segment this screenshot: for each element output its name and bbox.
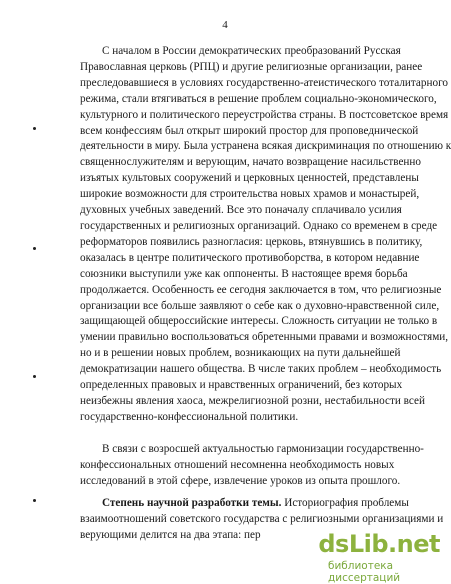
section-heading: Степень научной разработки темы. — [102, 496, 282, 509]
text-line: духовных учебных заведений. Все это поначалу сплачивало усилия — [80, 204, 402, 217]
text-line: демократизации нашего общества. В числе таких проблем – необходимость — [80, 363, 442, 376]
text-line: но и в решении новых проблем, возникающих на пути дальнейшей — [80, 347, 401, 360]
text-line: исследований в этой сфере, извлечение уроков из опыта прошлого. — [80, 474, 401, 487]
paragraph-relevance — [80, 442, 444, 543]
watermark-logo — [318, 530, 440, 584]
text-line: Православная церковь (РПЦ) и другие религиозные организации, ранее — [80, 60, 423, 73]
margin-dot — [33, 375, 36, 378]
text-line — [80, 496, 409, 512]
text-line: изъятых культовых сооружений и церковных ценностей, представлены — [80, 172, 419, 185]
watermark-subtitle: библиотека диссертаций — [328, 560, 401, 584]
page-number: 4 — [222, 19, 228, 31]
text-line: организации все больше заявляют о себе как о духовно-нравственной силе, — [80, 299, 440, 312]
text-line: преследовавшиеся в условиях государственно-атеистического тоталитарного — [80, 76, 448, 89]
text-line: режима, стали втягиваться в решение проблем социально-экономического, — [80, 92, 437, 105]
text-line: защищающей общероссийские интересы. Сложность ситуации не только в — [80, 315, 438, 328]
text-line: государственно-конфессиональной политики. — [80, 410, 299, 423]
text-line: В связи с возросшей актуальностью гармонизации государственно- — [102, 443, 424, 455]
text-line: взаимоотношений советского государства с религиозными организациями и — [80, 512, 444, 525]
text-fragment: Историография проблемы — [281, 496, 409, 509]
paragraph-intro — [80, 44, 451, 426]
text-line: всем конфессиям был открыт широкий простор для проповеднической — [80, 124, 419, 137]
text-line: неизбежны явления хаоса, межрелигиозной розни, нестабильности всей — [80, 394, 425, 407]
text-line: союзники выступили уже как оппоненты. В настоящее время борьба — [80, 267, 408, 280]
text-line: культурного и политического переустройства страны. В постсоветское время — [80, 108, 449, 121]
text-line: оказалась в центре политического противоборства, в котором недавние — [80, 251, 420, 264]
text-line: умении правильно воспользоваться обретенными правами и возможностями, — [80, 331, 449, 344]
margin-dot — [33, 247, 36, 250]
text-line: широкие возможности для строительства новых храмов и монастырей, — [80, 188, 420, 201]
text-line: конфессиональных отношений несомненна необходимость новых — [80, 458, 395, 471]
margin-dot — [33, 127, 36, 130]
text-line: определенных правовых и нравственных ограничений, без которых — [80, 379, 403, 392]
text-line: священнослужителям и верующим, начато возвращение насильственно — [80, 156, 421, 169]
watermark-title: dsLib.net — [318, 530, 440, 558]
text-line: С началом в России демократических преобразований Русская — [102, 45, 401, 57]
text-line: продолжается. Особенность ее сегодня заключается в том, что религиозные — [80, 283, 442, 296]
text-line: реформаторов появились разногласия: церковь, втянувшись в политику, — [80, 235, 423, 248]
text-line: государственных и религиозных организаций. Однако со временем в среде — [80, 219, 438, 232]
margin-dot — [33, 499, 36, 502]
text-line: деятельности в миру. Была устранена всякая дискриминация по отношению к — [80, 140, 451, 153]
text-line: верующими делится на два этапа: пер — [80, 528, 261, 541]
